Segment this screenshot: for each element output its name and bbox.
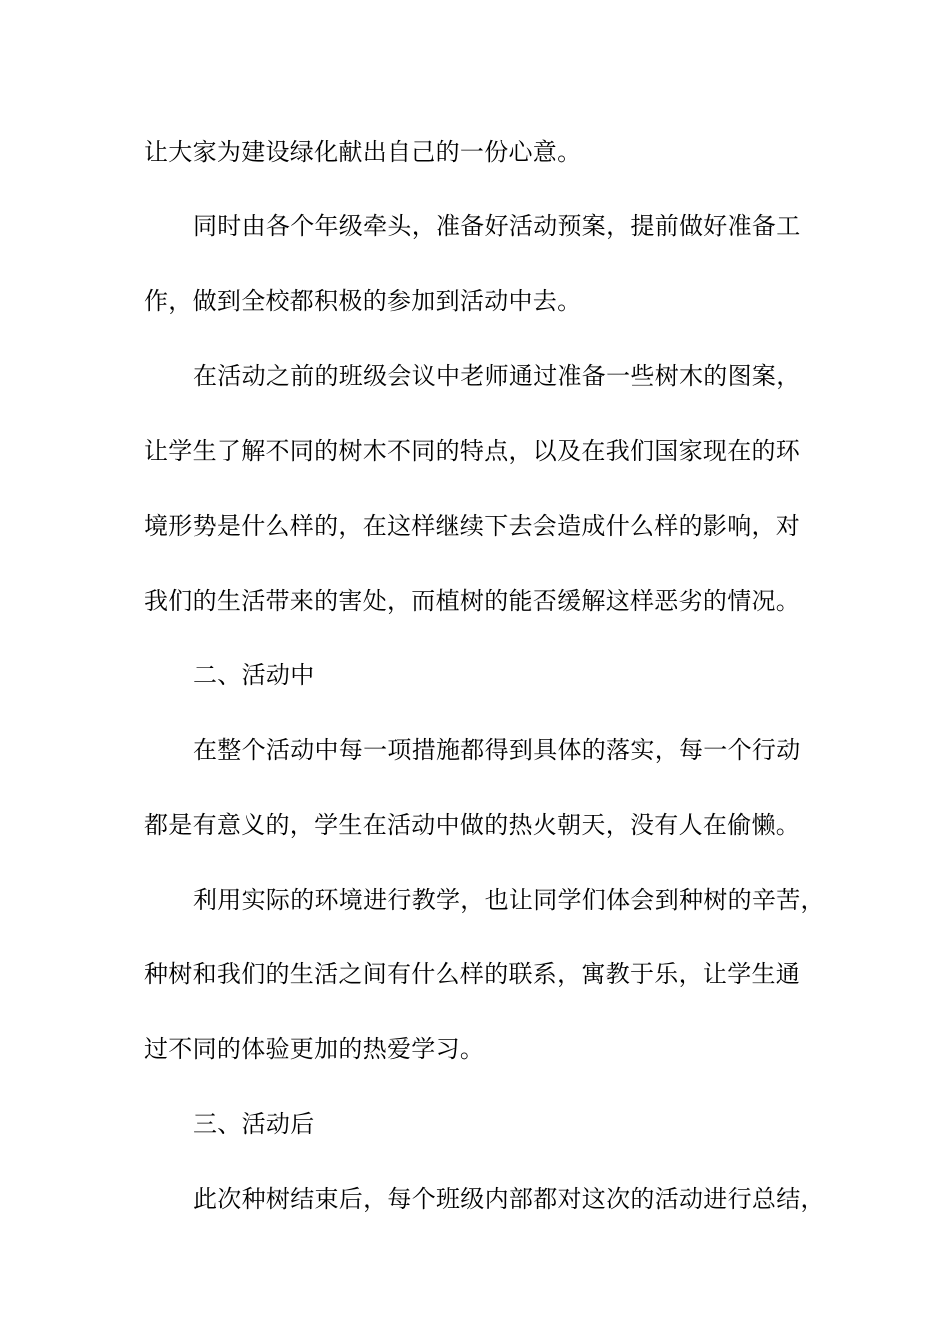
paragraph-line: 我们的生活带来的害处，而植树的能否缓解这样恶劣的情况。: [144, 587, 801, 615]
paragraph-line: 境形势是什么样的，在这样继续下去会造成什么样的影响，对: [144, 512, 801, 540]
paragraph-line: 在整个活动中每一项措施都得到具体的落实，每一个行动: [193, 736, 801, 764]
section-heading: 二、活动中: [193, 661, 315, 689]
paragraph-line: 种树和我们的生活之间有什么样的联系，寓教于乐，让学生通: [144, 960, 801, 988]
paragraph-line: 此次种树结束后，每个班级内部都对这次的活动进行总结，: [193, 1185, 825, 1213]
paragraph-line: 让大家为建设绿化献出自己的一份心意。: [144, 138, 582, 166]
paragraph-line: 在活动之前的班级会议中老师通过准备一些树木的图案，: [193, 362, 801, 390]
section-heading: 三、活动后: [193, 1110, 315, 1138]
paragraph-line: 让学生了解不同的树木不同的特点，以及在我们国家现在的环: [144, 437, 801, 465]
paragraph-line: 过不同的体验更加的热爱学习。: [144, 1035, 485, 1063]
paragraph-line: 都是有意义的，学生在活动中做的热火朝天，没有人在偷懒。: [144, 811, 801, 839]
paragraph-line: 作，做到全校都积极的参加到活动中去。: [144, 287, 582, 315]
paragraph-line: 同时由各个年级牵头，准备好活动预案，提前做好准备工: [193, 212, 801, 240]
paragraph-line: 利用实际的环境进行教学，也让同学们体会到种树的辛苦，: [193, 886, 825, 914]
